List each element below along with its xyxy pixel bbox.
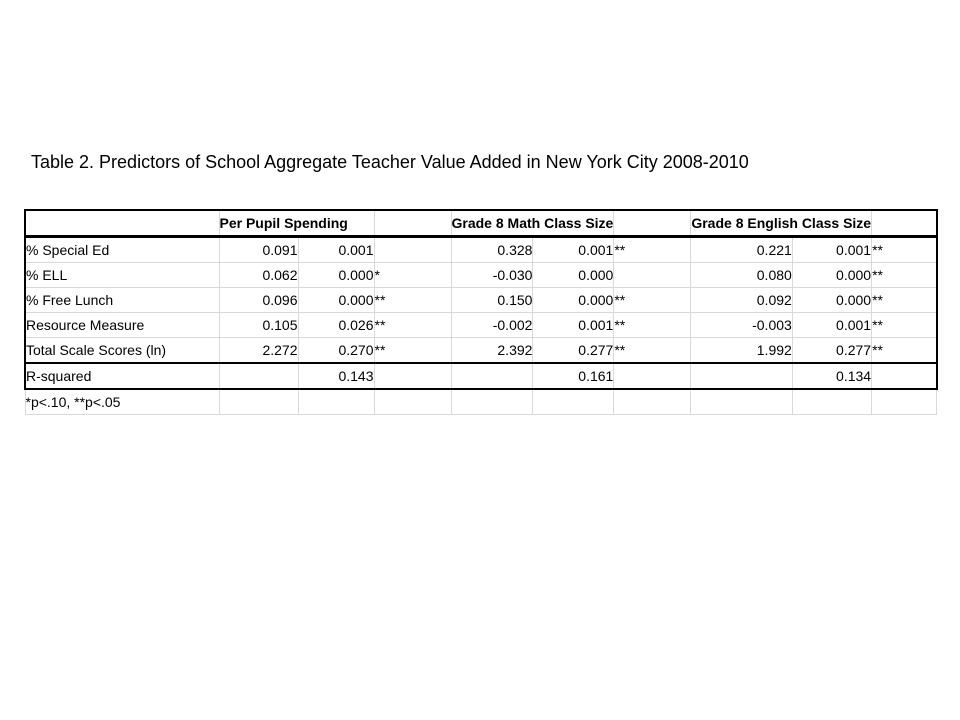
table-cell: 1.992 [691,338,792,364]
table-cell: * [374,263,451,288]
table-cell: ** [872,288,937,313]
table-cell: 2.272 [219,338,298,364]
table-cell: ** [374,313,451,338]
table-cell [691,389,792,415]
table-cell: 0.000 [792,288,871,313]
table-cell: 0.001 [792,237,871,263]
table-cell: 0.134 [792,363,871,389]
table-cell: 0.092 [691,288,792,313]
table-cell: 0.143 [298,363,374,389]
table-cell: 2.392 [451,338,533,364]
table-cell [614,363,691,389]
table-cell: ** [872,313,937,338]
table-cell: 0.001 [792,313,871,338]
header-empty-cell [614,210,691,237]
header-empty-cell [872,210,937,237]
results-table [24,209,938,415]
table-cell: 0.277 [792,338,871,364]
table-cell: ** [614,237,691,263]
table-cell [374,389,451,415]
table-cell: ** [614,338,691,364]
table-cell: 0.080 [691,263,792,288]
table-cell [872,363,937,389]
table-cell: ** [374,288,451,313]
table-cell [614,389,691,415]
table-cell: -0.003 [691,313,792,338]
table-cell [219,389,298,415]
table-cell: 0.000 [298,263,374,288]
table-row-free-lunch [25,288,937,313]
table-row-r-squared [25,363,937,389]
table-cell [374,237,451,263]
row-label: R-squared [25,363,219,389]
table-cell: 0.001 [533,313,614,338]
table-cell: 0.328 [451,237,533,263]
page-title: Table 2. Predictors of School Aggregate Teacher Value Added in New York City 2008-2010 [31,152,749,172]
table-cell: 0.000 [792,263,871,288]
header-group-grade8-english: Grade 8 English Class Size [691,210,872,237]
table-row-ell [25,263,937,288]
table-cell: 0.105 [219,313,298,338]
table-cell: 0.277 [533,338,614,364]
table-footnote-row [25,389,937,415]
table-cell: 0.001 [533,237,614,263]
row-label: Total Scale Scores (ln) [25,338,219,364]
table-cell: ** [614,288,691,313]
table-cell: 0.000 [533,288,614,313]
table-cell: 0.221 [691,237,792,263]
table-cell: 0.000 [298,288,374,313]
table-row-special-ed [25,237,937,263]
table-cell: ** [872,263,937,288]
header-group-grade8-math: Grade 8 Math Class Size [451,210,614,237]
table-cell: 0.026 [298,313,374,338]
table-cell [691,363,792,389]
table-row-total-scale-scores [25,338,937,364]
table-cell: ** [614,313,691,338]
table-cell: 0.091 [219,237,298,263]
row-label: % ELL [25,263,219,288]
table-cell [374,363,451,389]
table-cell [298,389,374,415]
table-row-resource-measure [25,313,937,338]
row-label: % Free Lunch [25,288,219,313]
table-cell: 0.096 [219,288,298,313]
table-cell [219,363,298,389]
table-cell: -0.002 [451,313,533,338]
table-cell: 0.000 [533,263,614,288]
table-cell: -0.030 [451,263,533,288]
table-cell [451,363,533,389]
table-cell: 0.150 [451,288,533,313]
footnote-text: *p<.10, **p<.05 [25,389,219,415]
header-empty-cell [25,210,219,237]
table-header-row [25,210,937,237]
table-cell [614,263,691,288]
table-cell [451,389,533,415]
table-cell: 0.161 [533,363,614,389]
table-cell: ** [872,338,937,364]
header-group-per-pupil-spending: Per Pupil Spending [219,210,374,237]
table-cell: 0.270 [298,338,374,364]
table-cell: 0.001 [298,237,374,263]
table-cell: ** [374,338,451,364]
table-cell [533,389,614,415]
header-empty-cell [374,210,451,237]
table-cell [872,389,937,415]
row-label: Resource Measure [25,313,219,338]
table-cell: ** [872,237,937,263]
table-cell [792,389,871,415]
row-label: % Special Ed [25,237,219,263]
table-cell: 0.062 [219,263,298,288]
